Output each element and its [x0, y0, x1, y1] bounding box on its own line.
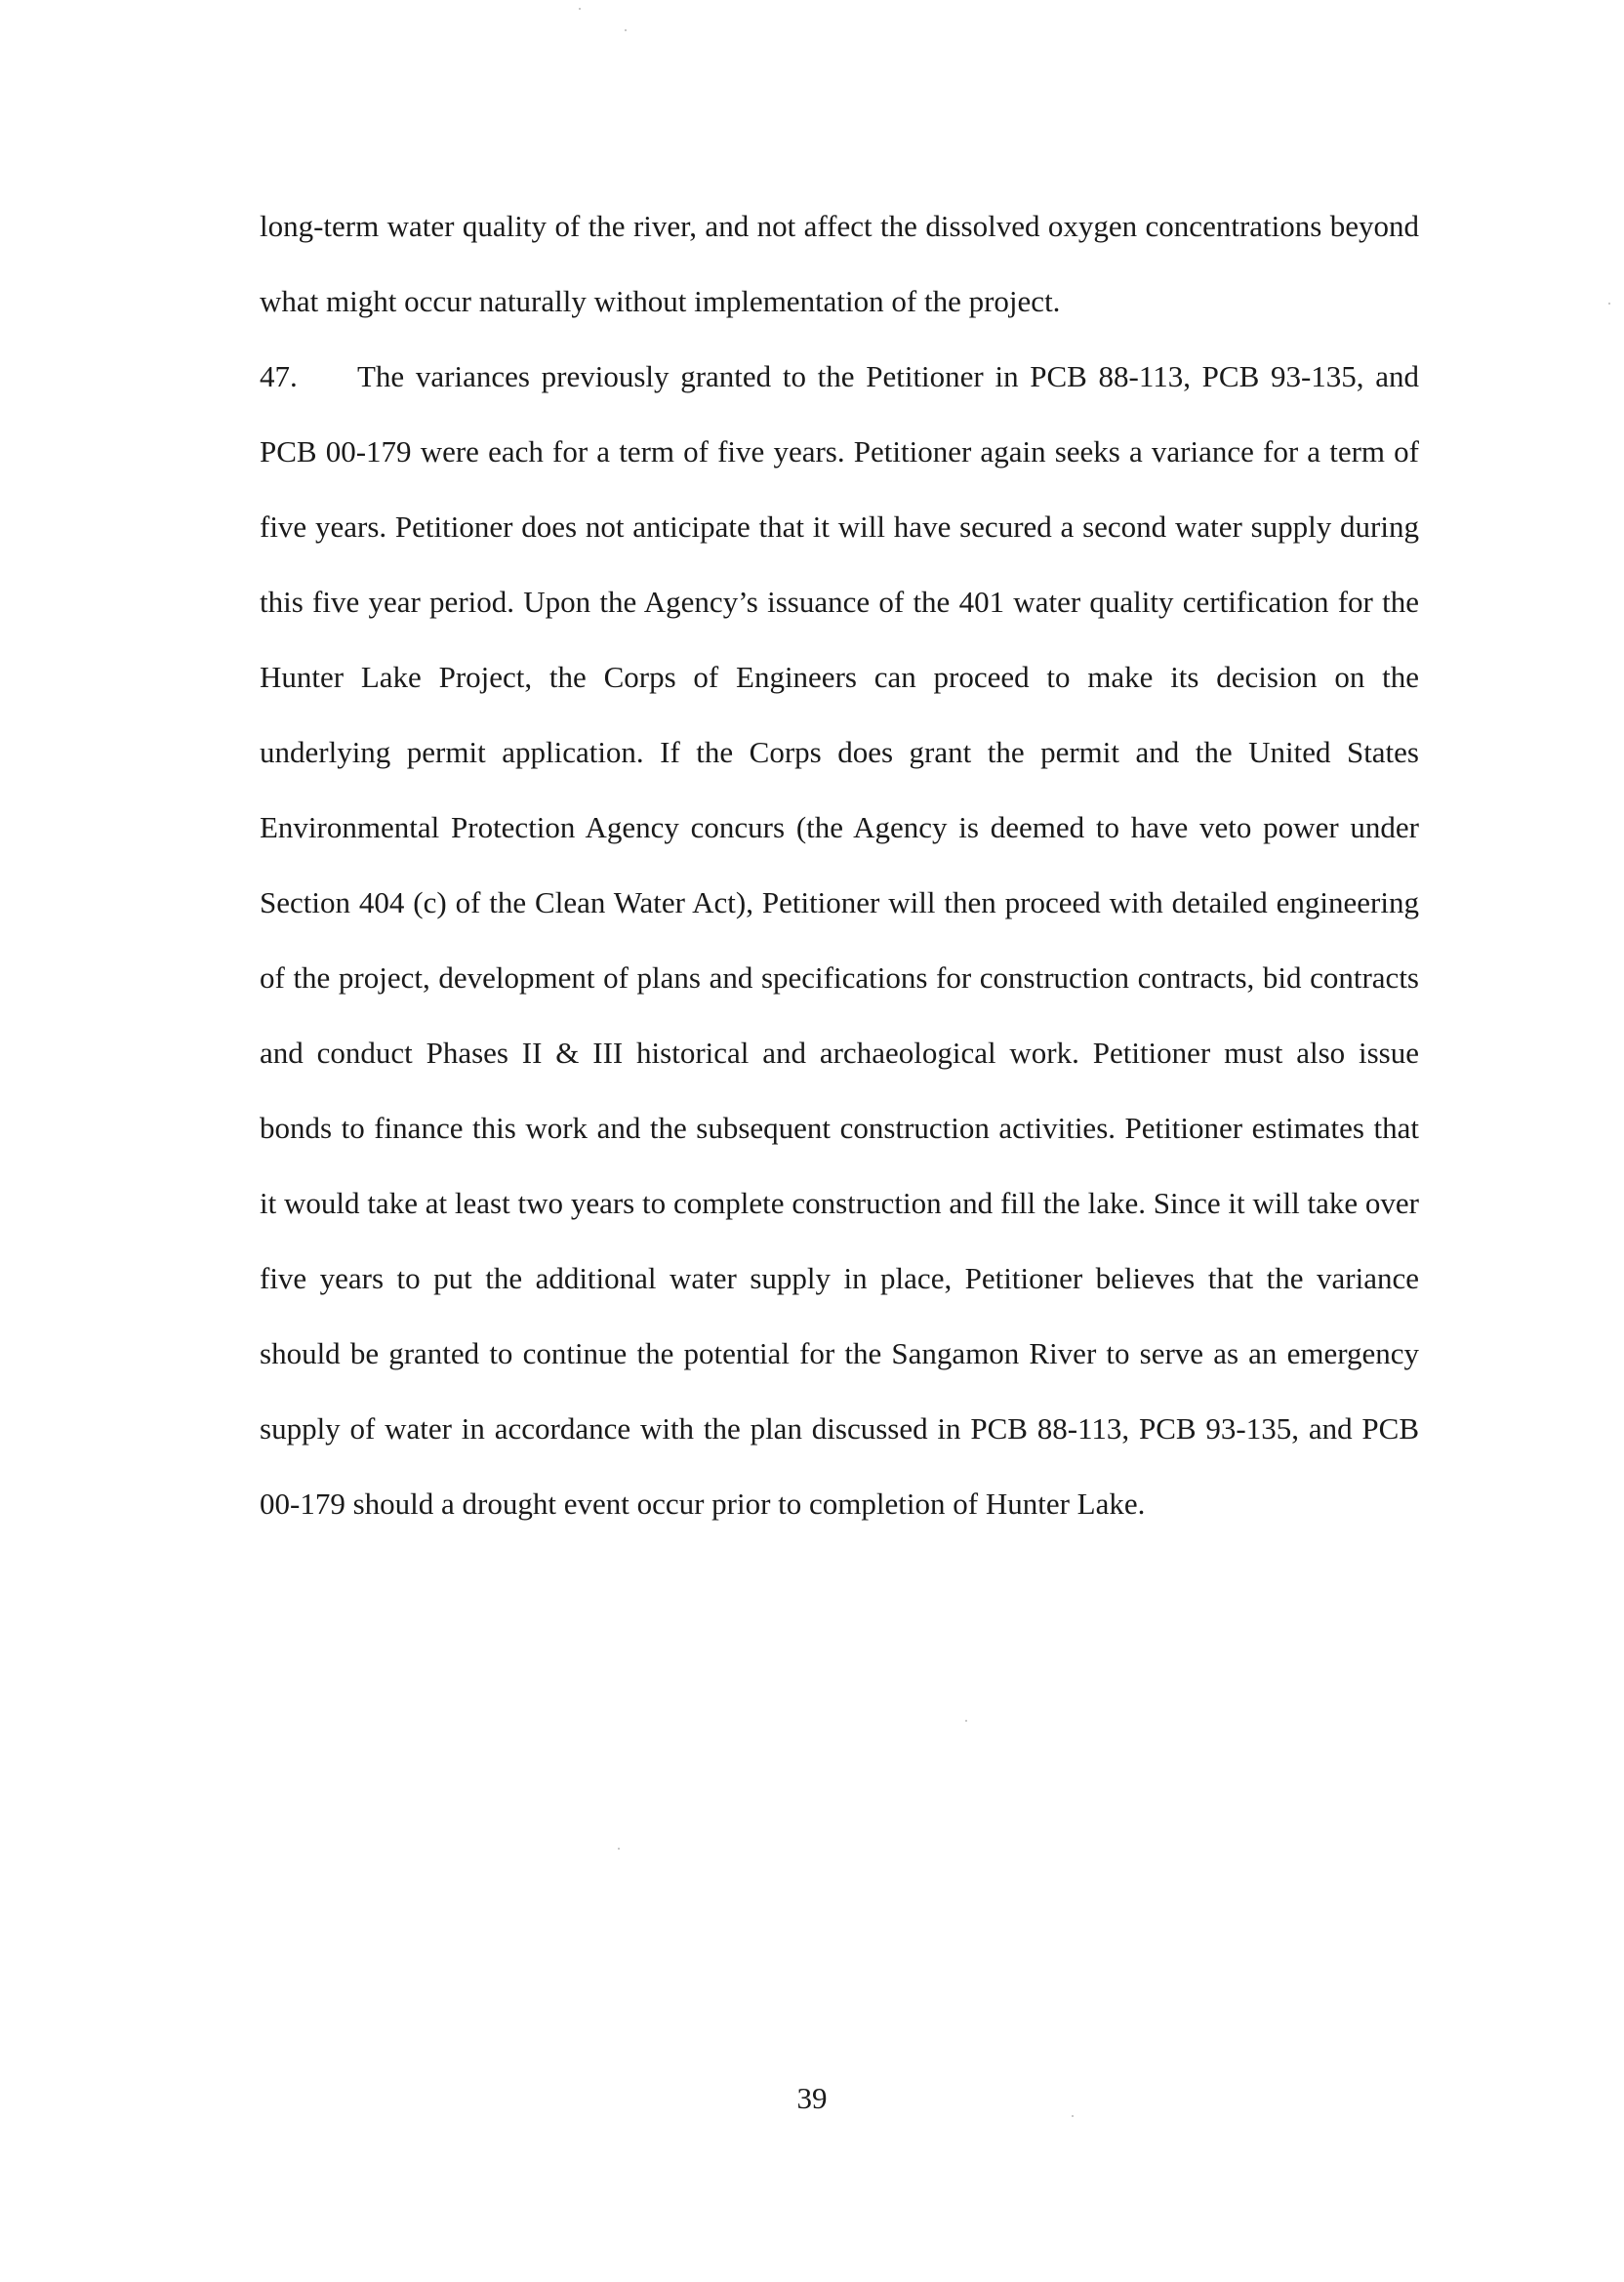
scan-speck: [618, 1848, 620, 1850]
scan-speck: [625, 29, 627, 31]
scan-speck: [1072, 2115, 1074, 2117]
paragraph-number: 47.: [260, 359, 298, 393]
scan-speck: [1608, 303, 1610, 305]
paragraph-47-text: The variances previously granted to the Petitioner in PCB 88-113, PCB 93-135, and PCB 00-179 were each for a term of five years. Petitioner again seeks a variance for a term of five years. Petitioner does not anticipate that it will have secured a second water supply during this five year period. Upon the Agency’s issuance of the 401 water quality certification for the Hunter Lake Project, the Corps of Engineers can proceed to make its decision on the underlying permit application. If the Corps does grant the permit and the United States Environmental Protection Agency concurs (the Agency is deemed to have veto power under Section 404 (c) of the Clean Water Act), Petitioner will then proceed with detailed engineering of the project, development of plans and specifications for construction contracts, bid contracts and conduct Phases II & III historical and archaeological work. Petitioner must also issue bonds to finance this work and the subsequent construction activities. Petitioner estimates that it would take at least two years to complete construction and fill the lake. Since it will take over five years to put the additional water supply in place, Petitioner believes that the variance should be granted to continue the potential for the Sangamon River to serve as an emergency supply of water in accordance with the plan discussed in PCB 88-113, PCB 93-135, and PCB 00-179 should a drought event occur prior to completion of Hunter Lake.: [260, 359, 1419, 1521]
page-number: 39: [796, 2081, 828, 2115]
scan-speck: [579, 8, 581, 10]
paragraph-47: [260, 339, 1419, 1541]
continuation-paragraph: long-term water quality of the river, and not affect the dissolved oxygen concentrations beyond what might occur naturally without implementation of the project.: [260, 209, 1419, 318]
scan-speck: [965, 1720, 967, 1722]
